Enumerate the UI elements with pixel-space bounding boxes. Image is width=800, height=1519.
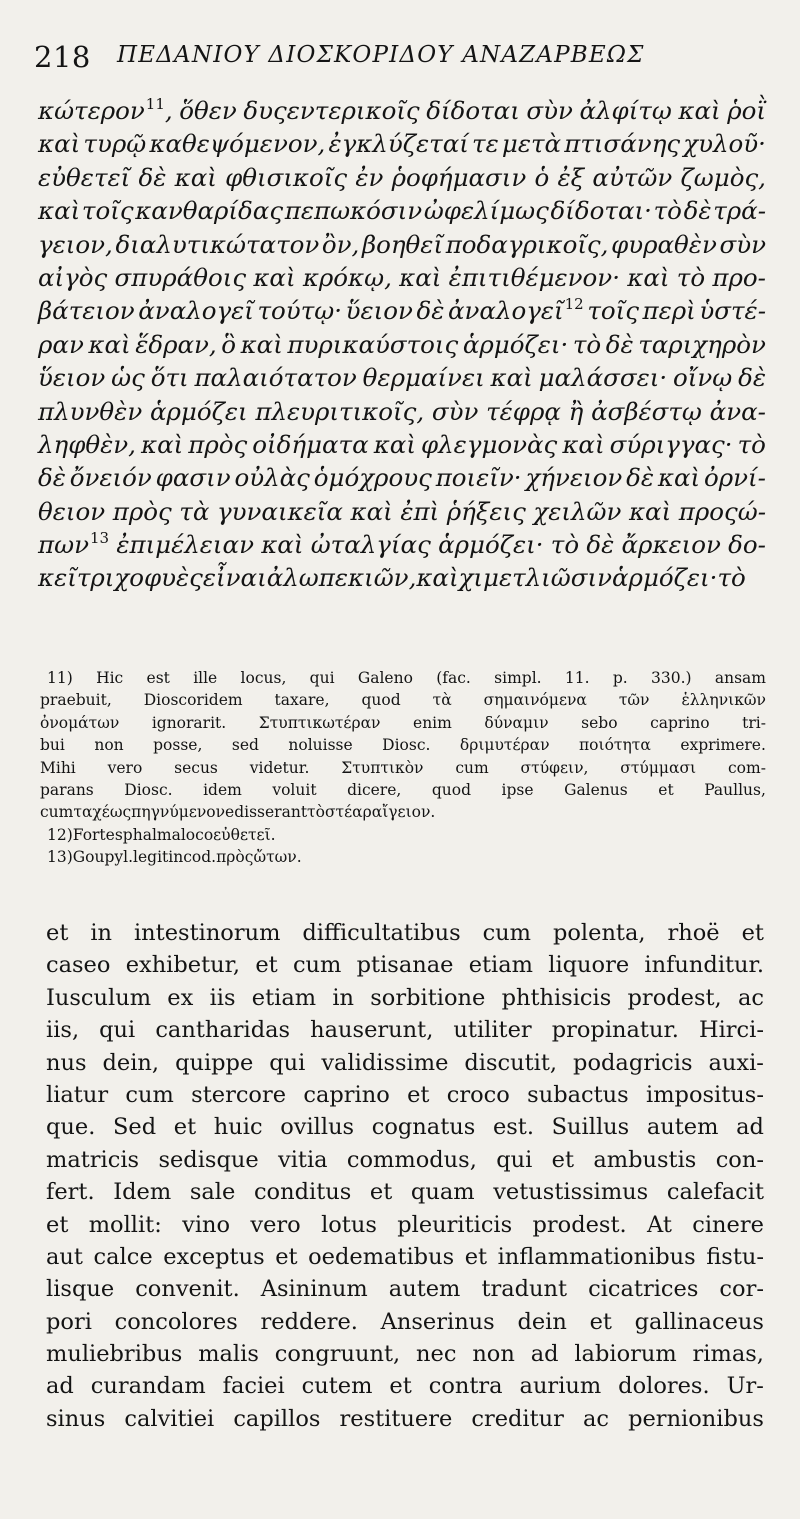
- footnotes: [40, 667, 766, 869]
- footnote-line: praebuit, Dioscoridem taxare, quod τὰ σημαινόμενα τῶν ἑλληνικῶν: [40, 691, 766, 710]
- latin-text-line: muliebribus malis congruunt, nec non ad labiorum rimas,: [46, 1341, 764, 1368]
- latin-text-line: fert. Idem sale conditus et quam vetustissimus calefacit: [46, 1179, 764, 1206]
- page-header: [34, 40, 774, 80]
- latin-text-line: matricis sedisque vitia commodus, qui et ambustis con-: [46, 1146, 764, 1173]
- running-title: ΠΕΔΑΝΙΟΥ ΔΙΟΣΚΟΡΙΔΟΥ ΑΝΑΖΑΡΒΕΩΣ: [117, 42, 645, 68]
- greek-text-line: κεῖ τριχοφυὲς εἶναι ἀλωπεκιῶν, καὶ χιμετλιῶσιν ἁρμόζει· τὸ: [38, 563, 746, 593]
- latin-translation: [46, 917, 764, 1435]
- latin-text-line: pori concolores reddere. Anserinus dein et gallinaceus: [46, 1308, 764, 1335]
- footnote-line: 12) Forte sphalma loco εὐθετεῖ.: [47, 825, 276, 844]
- footnote-line: Mihi vero secus videtur. Στυπτικὸν cum στύφειν, στύμμασι com-: [40, 758, 766, 777]
- greek-text-line: ληφθὲν, καὶ πρὸς οἰδήματα καὶ φλεγμονὰς καὶ σύριγγας· τὸ: [38, 429, 766, 459]
- latin-text-line: et mollit: vino vero lotus pleuriticis prodest. At cinere: [46, 1211, 764, 1238]
- greek-text-line: γειον, διαλυτικώτατον ὂν, βοηθεῖ ποδαγρικοῖς, φυραθὲν σὺν: [38, 229, 766, 259]
- greek-text-line: καὶ τυρῷ καθεψόμενον, ἐγκλύζεταί τε μετὰ πτισάνης χυλοῦ·: [38, 129, 766, 159]
- footnote-line: parans Diosc. idem voluit dicere, quod ipse Galenus et Paullus,: [40, 780, 766, 799]
- footnote-line: cum ταχέως πηγνύμενον edisserant τὸ στέαρ αἴγειον.: [40, 803, 436, 822]
- greek-text-line: κώτερον$^{11}$, ὅθεν δυςεντερικοῖς δίδοται σὺν ἀλφίτῳ καὶ ῥοῒ: [38, 95, 766, 125]
- latin-text-line: nus dein, quippe qui validissime discutit, podagricis auxi-: [46, 1049, 764, 1076]
- latin-text-line: iis, qui cantharidas hauserunt, utiliter propinatur. Hirci-: [46, 1017, 764, 1044]
- footnote-marker: 12: [564, 295, 584, 314]
- latin-text-line: Iusculum ex iis etiam in sorbitione phthisicis prodest, ac: [46, 984, 764, 1011]
- latin-text-line: que. Sed et huic ovillus cognatus est. Suillus autem ad: [46, 1114, 764, 1141]
- latin-text-line: sinus calvitiei capillos restituere creditur ac pernionibus: [46, 1405, 764, 1432]
- greek-text-line: αἰγὸς σπυράθοις καὶ κρόκῳ, καὶ ἐπιτιθέμενον· καὶ τὸ προ-: [38, 262, 766, 292]
- footnote-marker: 11: [145, 95, 165, 113]
- greek-text-line: καὶ τοῖς κανθαρίδας πεπωκόσιν ὠφελίμως δίδοται· τὸ δὲ τρά-: [38, 196, 766, 226]
- greek-text-line: ραν καὶ ἕδραν, ὃ καὶ πυρικαύστοις ἁρμόζει· τὸ δὲ ταριχηρὸν: [38, 329, 766, 359]
- footnote-line: ὀνομάτων ignorarit. Στυπτικωτέραν enim δύναμιν sebo caprino tri-: [40, 713, 766, 732]
- latin-text-line: et in intestinorum difficultatibus cum polenta, rhoë et: [46, 920, 764, 946]
- page-number: 218: [34, 40, 91, 74]
- greek-text-line: δὲ ὄνειόν φασιν οὐλὰς ὁμόχρους ποιεῖν· χήνειον δὲ καὶ ὀρνί-: [38, 463, 766, 493]
- footnote-marker: 13: [89, 529, 110, 548]
- greek-text-line: ὕειον ὡς ὅτι παλαιότατον θερμαίνει καὶ μαλάσσει· οἴνῳ δὲ: [38, 363, 766, 393]
- footnote-line: 11) Hic est ille locus, qui Galeno (fac. simpl. 11. p. 330.) ansam: [47, 669, 766, 687]
- greek-text-line: βάτειον ἀναλογεῖ τούτῳ· ὕειον δὲ ἀναλογεῖ$^{12}$ τοῖς περὶ ὑστέ-: [38, 295, 766, 326]
- footnote-line: 13) Goupyl. legit in cod. πρὸς ὤτων.: [47, 848, 302, 867]
- latin-text-line: lisque convenit. Asininum autem tradunt cicatrices cor-: [46, 1276, 764, 1303]
- greek-text-line: θειον πρὸς τὰ γυναικεῖα καὶ ἐπὶ ῥήξεις χειλῶν καὶ προςώ-: [38, 496, 766, 526]
- greek-main-text: [38, 94, 766, 595]
- greek-text-line: εὐθετεῖ δὲ καὶ φθισικοῖς ἐν ῥοφήμασιν ὁ ἐξ αὐτῶν ζωμὸς,: [38, 162, 766, 192]
- greek-text-line: πλυνθὲν ἁρμόζει πλευριτικοῖς, σὺν τέφρᾳ ἢ ἀσβέστῳ ἀνα-: [38, 396, 766, 426]
- latin-text-line: aut calce exceptus et oedematibus et inflammationibus fistu-: [46, 1243, 764, 1270]
- latin-text-line: ad curandam faciei cutem et contra aurium dolores. Ur-: [46, 1373, 764, 1400]
- footnote-line: bui non posse, sed noluisse Diosc. δριμυτέραν ποιότητα exprimere.: [40, 736, 766, 755]
- latin-text-line: caseo exhibetur, et cum ptisanae etiam liquore infunditur.: [46, 952, 764, 979]
- latin-text-line: liatur cum stercore caprino et croco subactus impositus-: [46, 1081, 764, 1108]
- greek-text-line: πων$^{13}$ ἐπιμέλειαν καὶ ὠταλγίας ἁρμόζει· τὸ δὲ ἄρκειον δο-: [38, 529, 766, 560]
